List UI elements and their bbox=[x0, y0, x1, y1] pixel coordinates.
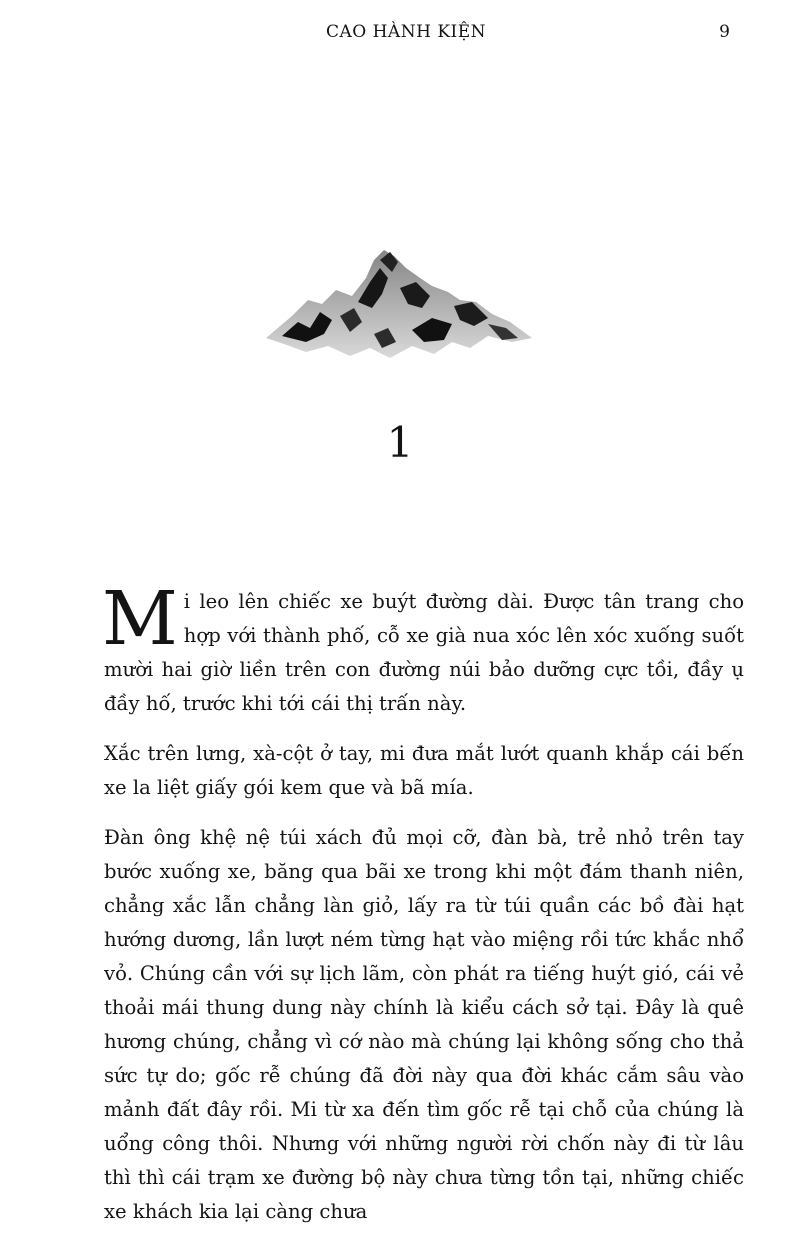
page-header bbox=[0, 22, 800, 46]
page-number: 9 bbox=[719, 22, 730, 42]
drop-cap: M bbox=[102, 576, 178, 662]
body-text bbox=[102, 576, 744, 1245]
paragraph bbox=[102, 576, 744, 721]
running-title: CAO HÀNH KIỆN bbox=[325, 22, 487, 42]
mountain-ink-icon bbox=[262, 238, 542, 388]
paragraph: Xắc trên lưng, xà-cột ở tay, mi đưa mắt lướt quanh khắp cái bến xe la liệt giấy gói kem que và bã mía. bbox=[104, 742, 744, 799]
chapter-number: 1 bbox=[386, 418, 414, 467]
paragraph: Đàn ông khệ nệ túi xách đủ mọi cỡ, đàn bà, trẻ nhỏ trên tay bước xuống xe, băng qua bãi xe trong khi một đám thanh niên, chẳng xắc lẫn chẳng làn giỏ, lấy ra từ túi quần các bồ đài hạt hướng dương, lần lượt ném từng hạt vào miệng rồi tức khắc nhổ vỏ. Chúng cần với sự lịch lãm, còn phát ra tiếng huýt gió, cái vẻ thoải mái thung dung này chính là kiểu cách sở tại. Đây là quê hương chúng, chẳng vì cớ nào mà chúng lại không sống cho thả sức tự do; gốc rễ chúng đã đời này qua đời khác cắm sâu vào mảnh đất đây rồi. Mi từ xa đến tìm gốc rễ tại chỗ của chúng là uổng công thôi. Nhưng với những người rời chốn này đi từ lâu thì thì cái trạm xe đường bộ này chưa từng tồn tại, những chiếc xe khách kia lại càng chưa bbox=[104, 826, 744, 1223]
paragraph-text: i leo lên chiếc xe buýt đường dài. Được tân trang cho hợp với thành phố, cỗ xe già nua xóc lên xóc xuống suốt mười hai giờ liền trên con đường núi bảo dưỡng cực tồi, đầy ụ đầy hố, trước khi tới cái thị trấn này. bbox=[104, 590, 744, 715]
